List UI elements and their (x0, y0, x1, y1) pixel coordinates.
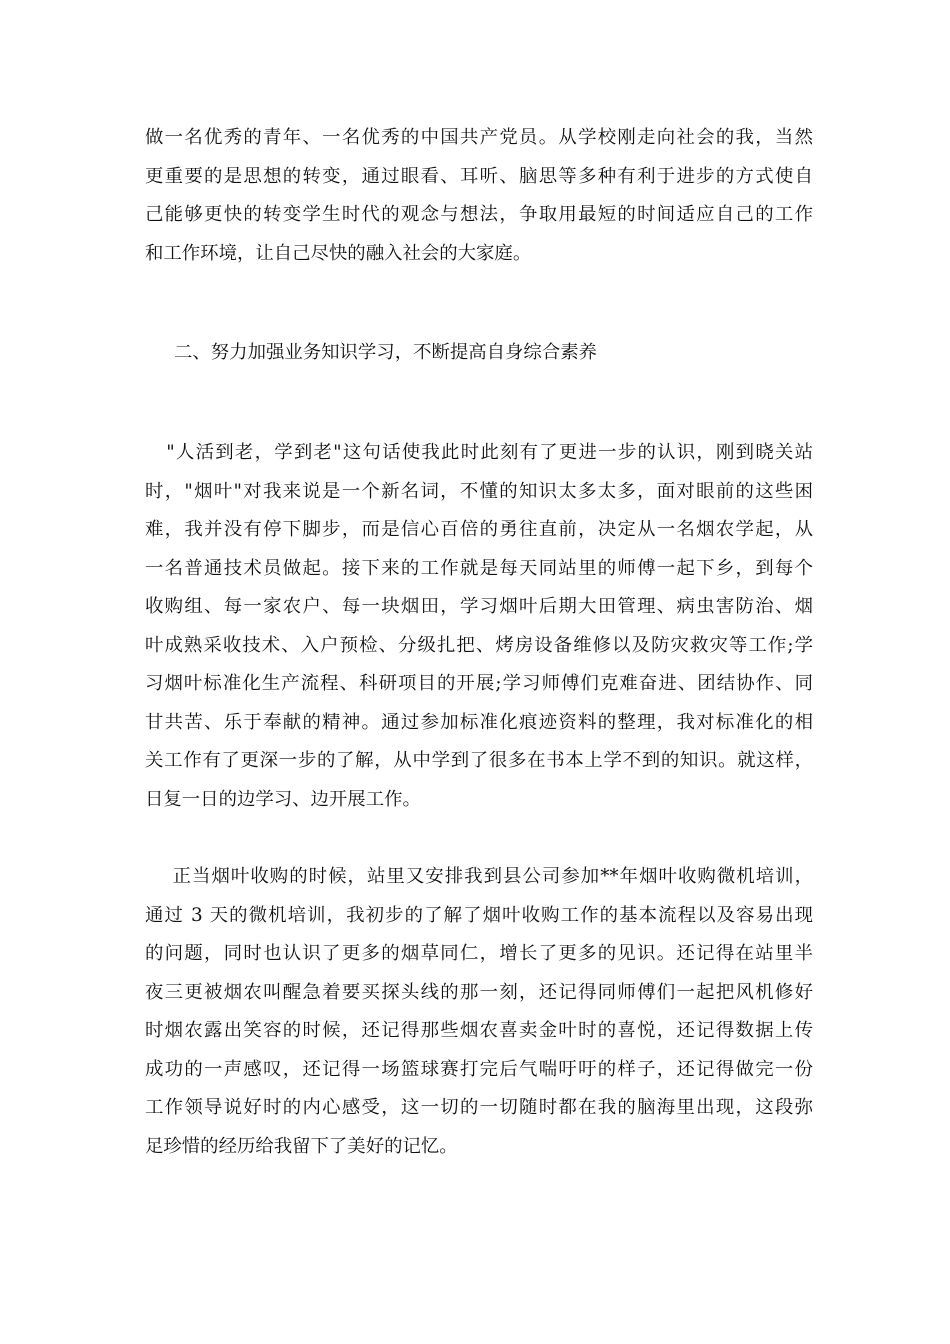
paragraph-line: 夜三更被烟农叫醒急着要买探头线的那一刻，还记得同师傅们一起把风机修好 (145, 981, 813, 1003)
paragraph-line: 工作领导说好时的内心感受，这一切的一切随时都在我的脑海里出现，这段弥 (145, 1097, 813, 1118)
paragraph-line: 难，我并没有停下脚步，而是信心百倍的勇往直前，决定从一名烟农学起，从 (145, 519, 813, 540)
paragraph-1 (145, 119, 813, 273)
paragraph-line: 时，"烟叶"对我来说是一个新名词，不懂的知识太多太多，面对眼前的这些困 (145, 480, 813, 502)
paragraph-line: 甘共苦、乐于奉献的精神。通过参加标准化痕迹资料的整理，我对标准化的相 (145, 711, 813, 733)
paragraph-line: 更重要的是思想的转变，通过眼看、耳听、脑思等多种有利于进步的方式使自 (145, 165, 813, 187)
paragraph-line: 己能够更快的转变学生时代的观念与想法，争取用最短的时间适应自己的工作 (145, 204, 813, 225)
paragraph-line: 的问题，同时也认识了更多的烟草同仁，增长了更多的见识。还记得在站里半 (145, 943, 813, 964)
paragraph-line: "人活到老，学到老"这句话使我此时此刻有了更进一步的认识，刚到晓关站 (145, 442, 813, 463)
paragraph-line: 收购组、每一家农户、每一块烟田，学习烟叶后期大田管理、病虫害防治、烟 (145, 596, 813, 617)
paragraph-3 (145, 858, 813, 1166)
paragraph-line: 时烟农露出笑容的时候，还记得那些烟农喜卖金叶时的喜悦，还记得数据上传 (145, 1020, 813, 1041)
paragraph-line: 关工作有了更深一步的了解，从中学到了很多在书本上学不到的知识。就这样， (145, 750, 813, 771)
paragraph-line: 和工作环境，让自己尽快的融入社会的大家庭。 (145, 242, 532, 264)
paragraph-line: 足珍惜的经历给我留下了美好的记忆。 (145, 1135, 458, 1157)
paragraph-line: 成功的一声感叹，还记得一场篮球赛打完后气喘吁吁的样子，还记得做完一份 (145, 1058, 813, 1080)
paragraph-line: 叶成熟采收技术、入户预检、分级扎把、烤房设备维修以及防灾救灾等工作;学 (145, 634, 813, 656)
paragraph-line: 一名普通技术员做起。接下来的工作就是每天同站里的师傅一起下乡，到每个 (145, 557, 813, 579)
paragraph-line: 正当烟叶收购的时候，站里又安排我到县公司参加**年烟叶收购微机培训， (145, 866, 813, 887)
paragraph-line: 做一名优秀的青年、一名优秀的中国共产党员。从学校刚走向社会的我，当然 (145, 127, 813, 148)
paragraph-line: 日复一日的边学习、边开展工作。 (145, 788, 421, 810)
section-heading: 二、努力加强业务知识学习，不断提高自身综合素养 (174, 342, 597, 363)
paragraph-line: 通过 3 天的微机培训，我初步的了解了烟叶收购工作的基本流程以及容易出现 (145, 904, 813, 926)
paragraph-2 (145, 434, 813, 819)
paragraph-line: 习烟叶标准化生产流程、科研项目的开展;学习师傅们克难奋进、团结协作、同 (145, 673, 813, 694)
